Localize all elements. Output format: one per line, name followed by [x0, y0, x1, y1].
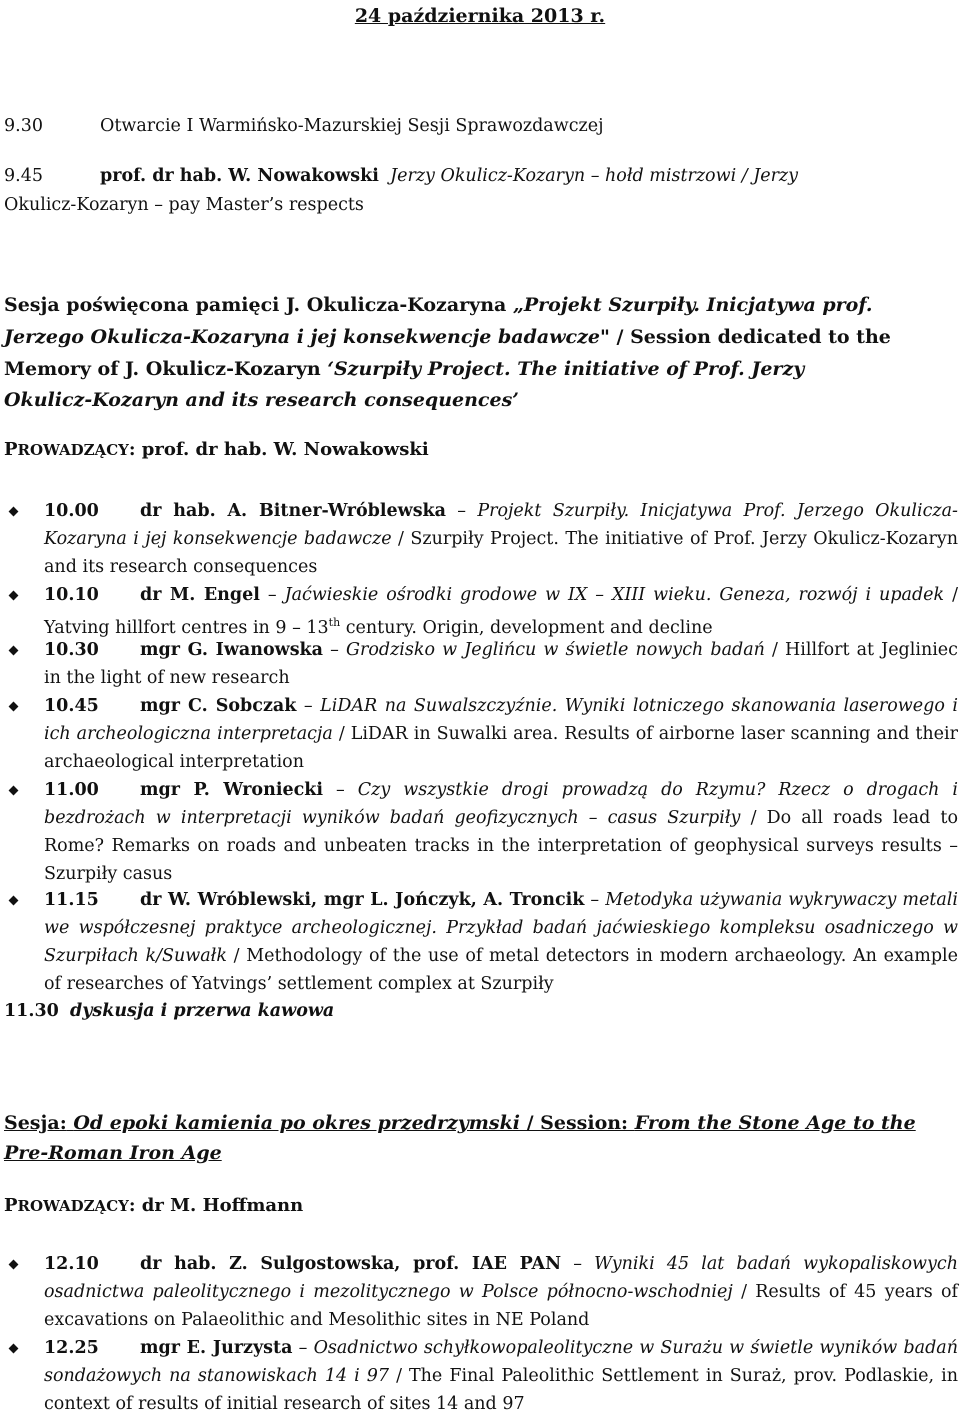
- discussion-break: [4, 997, 334, 1025]
- session1-title-line4: Okulicz-Kozaryn and its research consequences’: [4, 389, 519, 411]
- talk-title-en: / Results of 45 years of excavations on Palaeolithic and Mesolithic sites in NE Poland: [44, 1282, 959, 1330]
- opening-text: Otwarcie I Warmińsko-Mazurskiej Sesji Sprawozdawczej: [100, 116, 604, 136]
- document-page: 24 października 2013 r. 9.30 Otwarcie I Warmińsko-Mazurskiej Sesji Sprawozdawczej 9.45 prof. dr hab. W. Nowakowski Jerzy Okulicz-Kozaryn – hołd mistrzowi / Jerzy Okulicz-Kozaryn – pay Master’s respects Sesja poświęcona pamięci J. Okulicza-Kozaryna „Projekt Szurpiły. Inicjatywa prof. Jerzego Okulicza-Kozaryna i jej konsekwencje badawcze" / Session dedicated to the Memory of J. Okulicz-Kozaryn ‘Szurpiły Project. The initiative of Prof. Jerzy Okulicz-Kozaryn and its research consequences’ PROWADZĄCY: prof. dr hab. W. Nowakowski 10.00 dr hab. A. Bitner-Wróblewska – Projekt Szurpiły. Inicjatywa Prof. Jerzego Okulicza-Kozaryna i jej konsekwencje badawcze / Szurpiły Project. The initiative of Prof. Jerzy Okulicz-Kozaryn and its research consequences 10.10 dr M. Engel – Jaćwieskie ośrodki grodowe w IX – XIII wieku. Geneza, rozwój i upadek / Yatving hillfort centres in 9 – 13th century. Origin, development and decline 10.30 mgr G. Iwanowska – Grodzisko w Jeglińcu w świetle nowych badań / Hillfort at Jegliniec in the light of new research 10.45 mgr C. Sobczak – LiDAR na Suwalszczyźnie. Wyniki lotniczego skanowania laserowego i ich archeologiczna interpretacja / LiDAR in Suwalki area. Results of airborne laser scanning and their archaeological interpretation 11.00 mgr P. Wroniecki – Czy wszystkie drogi prowadzą do Rzymu? Rzecz o drogach i bezdrożach w interpretacji wyników badań geofizycznych – casus Szurpiły / Do all roads lead to Rome? Remarks on roads and unbeaten tracks in the interpretation of geophysical surveys results – Szurpiły casus 11.15 dr W. Wróblewski, mgr L. Jończyk, A. Troncik – Metodyka używania wykrywaczy metali we współczesnej praktyce archeologicznej. Przykład badań jaćwieskiego kompleksu osadniczego w Szurpiłach k/Suwałk / Methodology of the use of metal detectors in modern archaeology. An example of researches of Yatvings’ settlement complex at Szurpiły 11.30 dyskusja i przerwa kawowa Sesja: Od epoki kamienia po okres przedrzymski / Session: From the Stone Age to the Pre-Roman Iron Age PROWADZĄCY: dr M. Hoffmann 12.10 dr hab. Z. Sulgostowska, prof. IAE PAN – Wyniki 45 lat badań wykopaliskowych osadnictwa paleolitycznego i mezolitycznego w Polsce północno-wschodniej / Results of 45 years of excavations on Palaeolithic and Mesolithic sites in NE Poland 12.25 mgr E. Jurzysta – Osadnictwo schyłkowopaleolityczne w Surażu w świetle wyników badań sondażowych na stanowiskach 14 i 97 / The Final Paleolithic Settlement in Suraż, prov. Podlaskie, in context of results of initial research of sites 14 and 97: [0, 0, 960, 1418]
- tribute-time: 9.45: [4, 166, 43, 186]
- session1-title-part: Jerzego Okulicza-Kozaryna i jej konsekwencje badawcze": [4, 326, 610, 348]
- talk-author: mgr P. Wroniecki: [140, 780, 324, 800]
- session1-title-part: Sesja poświęcona pamięci J. Okulicza-Kozaryna: [4, 294, 513, 316]
- talk-title-pl: Metodyka używania wykrywaczy metali we współczesnej praktyce archeologicznej. Przykład badań jaćwieskiego kompleksu osadniczego w Szurpiłach k/Suwałk: [44, 890, 958, 966]
- chair-label-initial: P: [4, 1195, 18, 1216]
- talk-title-sup: th: [328, 616, 341, 629]
- session1-title-part: Memory of J. Okulicz-Kozaryn: [4, 358, 328, 380]
- page-date-heading: 24 października 2013 r.: [354, 5, 606, 27]
- tribute-title-en-line: [4, 191, 958, 219]
- talk-title-en: / Szurpiły Project. The initiative of Prof. Jerzy Okulicz-Kozaryn and its research consequences: [44, 529, 958, 577]
- session1-title-line1: [4, 291, 958, 319]
- talk-time: 11.15: [44, 890, 99, 910]
- diamond-bullet-icon: [9, 786, 19, 796]
- session2-title-en: From the Stone Age to the Pre-Roman Iron Age: [4, 1112, 916, 1164]
- session2-label-en: / Session:: [519, 1112, 635, 1134]
- talk-title-pl: Wyniki 45 lat badań wykopaliskowych osadnictwa paleolitycznego i mezolitycznego w Polsce północno-wschodniej: [44, 1254, 958, 1302]
- talk-author: dr M. Engel: [140, 585, 260, 605]
- tribute-title-en: Okulicz-Kozaryn – pay Master’s respects: [4, 195, 364, 215]
- talk-time: 12.10: [44, 1254, 99, 1274]
- diamond-bullet-icon: [9, 896, 19, 906]
- talk-title-en: / Hillfort at Jegliniec in the light of new research: [44, 640, 958, 688]
- talk-title-pl: Grodzisko w Jeglińcu w świetle nowych badań: [346, 640, 765, 660]
- talk-time: 10.30: [44, 640, 99, 660]
- opening-item: [4, 112, 958, 140]
- diamond-bullet-icon: [9, 702, 19, 712]
- session2-title-pl: Od epoki kamienia po okres przedrzymski: [73, 1112, 520, 1134]
- session2-title: [4, 1108, 958, 1168]
- chair-label-rest: ROWADZĄCY: [17, 441, 129, 459]
- talk-author: mgr C. Sobczak: [140, 696, 297, 716]
- diamond-bullet-icon: [9, 591, 19, 601]
- talk-title-en: / Yatving hillfort centres in 9 – 13: [44, 585, 958, 638]
- session2-label: Sesja:: [4, 1112, 67, 1134]
- talk-time: 10.00: [44, 501, 99, 521]
- talk-title-en: / Methodology of the use of metal detectors in modern archaeology. An example of researches of Yatvings’ settlement complex at Szurpiły: [44, 946, 958, 994]
- talk-author: mgr G. Iwanowska: [140, 640, 324, 660]
- tribute-title-pl: Jerzy Okulicz-Kozaryn – hołd mistrzowi / Jerzy: [390, 166, 799, 186]
- chair-name: : dr M. Hoffmann: [128, 1195, 304, 1216]
- session1-title-part: / Session dedicated to the: [609, 326, 891, 348]
- talk-title-pl: Jaćwieskie ośrodki grodowe w IX – XIII wieku. Geneza, rozwój i upadek: [284, 585, 945, 605]
- talk-author: dr W. Wróblewski, mgr L. Jończyk, A. Troncik: [140, 890, 585, 910]
- chair-label-rest: ROWADZĄCY: [17, 1197, 129, 1215]
- talk-title-en: / Do all roads lead to Rome? Remarks on roads and unbeaten tracks in the interpretation of geophysical surveys results – Szurpiły casus: [44, 808, 958, 884]
- talk-title-en: / LiDAR in Suwalki area. Results of airborne laser scanning and their archaeological interpretation: [44, 724, 958, 772]
- talk-title-pl: LiDAR na Suwalszczyźnie. Wyniki lotniczego skanowania laserowego i ich archeologiczna interpretacja: [44, 696, 958, 744]
- talk-author: dr hab. Z. Sulgostowska, prof. IAE PAN: [140, 1254, 562, 1274]
- tribute-author: prof. dr hab. W. Nowakowski: [100, 166, 379, 186]
- talk-time: 12.25: [44, 1338, 99, 1358]
- chair-label-initial: P: [4, 439, 18, 460]
- talk-title-pl: Projekt Szurpiły. Inicjatywa Prof. Jerzego Okulicza-Kozaryna i jej konsekwencje badawcze: [44, 501, 958, 549]
- discussion-text: dyskusja i przerwa kawowa: [69, 1001, 335, 1021]
- talk-time: 10.45: [44, 696, 99, 716]
- opening-time: 9.30: [4, 116, 43, 136]
- session1-title-part: „Projekt Szurpiły. Inicjatywa prof.: [512, 294, 873, 316]
- talk-time: 11.00: [44, 780, 99, 800]
- talk-title-pl: Czy wszystkie drogi prowadzą do Rzymu? Rzecz o drogach i bezdrożach w interpretacji wyników badań geofizycznych – casus Szurpiły: [44, 780, 958, 828]
- talk-author: mgr E. Jurzysta: [140, 1338, 293, 1358]
- talk-title-en-cont: century. Origin, development and decline: [340, 617, 713, 638]
- diamond-bullet-icon: [9, 507, 19, 517]
- diamond-bullet-icon: [9, 1260, 19, 1270]
- session1-title-part: ‘Szurpiły Project. The initiative of Prof. Jerzy: [327, 358, 805, 380]
- session1-title-line3: [4, 355, 958, 383]
- talk-title-en: / The Final Paleolithic Settlement in Suraż, prov. Podlaskie, in context of results of initial research of sites 14 and 97: [44, 1366, 958, 1414]
- tribute-item: [4, 162, 958, 190]
- diamond-bullet-icon: [9, 646, 19, 656]
- talk-author: dr hab. A. Bitner-Wróblewska: [140, 501, 447, 521]
- chair-name: : prof. dr hab. W. Nowakowski: [128, 439, 429, 460]
- session1-title-line2: [4, 323, 958, 351]
- diamond-bullet-icon: [9, 1344, 19, 1354]
- session2-chair: [4, 1192, 303, 1220]
- discussion-time: 11.30: [4, 1001, 59, 1021]
- session1-chair: [4, 436, 429, 464]
- talk-title-pl: Osadnictwo schyłkowopaleolityczne w Surażu w świetle wyników badań sondażowych na stanowiskach 14 i 97: [44, 1338, 958, 1386]
- talk-time: 10.10: [44, 585, 99, 605]
